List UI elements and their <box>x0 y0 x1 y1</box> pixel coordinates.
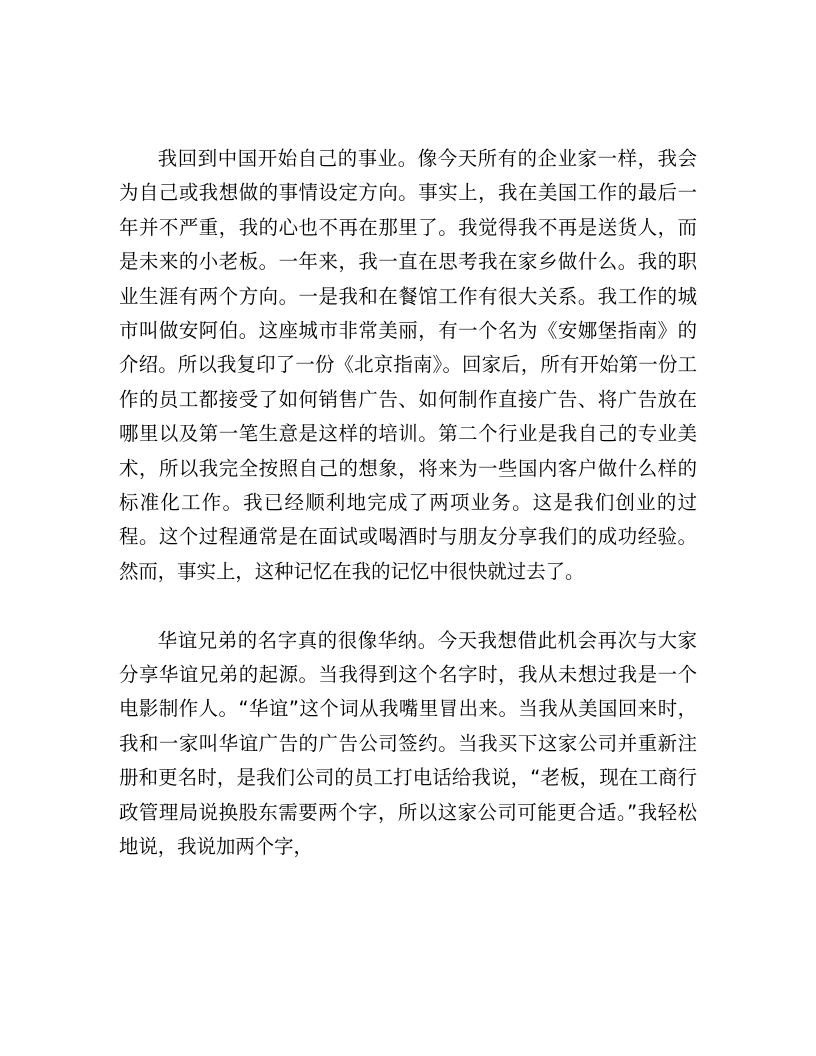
paragraph-spacer <box>119 589 697 623</box>
document-body <box>119 142 697 865</box>
paragraph-1: 我回到中国开始自己的事业。像今天所有的企业家一样，我会为自己或我想做的事情设定方向。事实上，我在美国工作的最后一年并不严重，我的心也不再在那里了。我觉得我不再是送货人，而是未来的小老板。一年来，我一直在思考我在家乡做什么。我的职业生涯有两个方向。一是我和在餐馆工作有很大关系。我工作的城市叫做安阿伯。这座城市非常美丽，有一个名为《安娜堡指南》的介绍。所以我复印了一份《北京指南》。回家后，所有开始第一份工作的员工都接受了如何销售广告、如何制作直接广告、将广告放在哪里以及第一笔生意是这样的培训。第二个行业是我自己的专业美术，所以我完全按照自己的想象，将来为一些国内客户做什么样的标准化工作。我已经顺利地完成了两项业务。这是我们创业的过程。这个过程通常是在面试或喝酒时与朋友分享我们的成功经验。然而，事实上，这种记忆在我的记忆中很快就过去了。 <box>119 147 697 583</box>
paragraph-2: 华谊兄弟的名字真的很像华纳。今天我想借此机会再次与大家分享华谊兄弟的起源。当我得到这个名字时，我从未想过我是一个电影制作人。“华谊”这个词从我嘴里冒出来。当我从美国回来时，我和一家叫华谊广告的广告公司签约。当我买下这家公司并重新注册和更名时，是我们公司的员工打电话给我说，“老板，现在工商行政管理局说换股东需要两个字，所以这家公司可能更合适。”我轻松地说，我说加两个字， <box>119 628 697 859</box>
